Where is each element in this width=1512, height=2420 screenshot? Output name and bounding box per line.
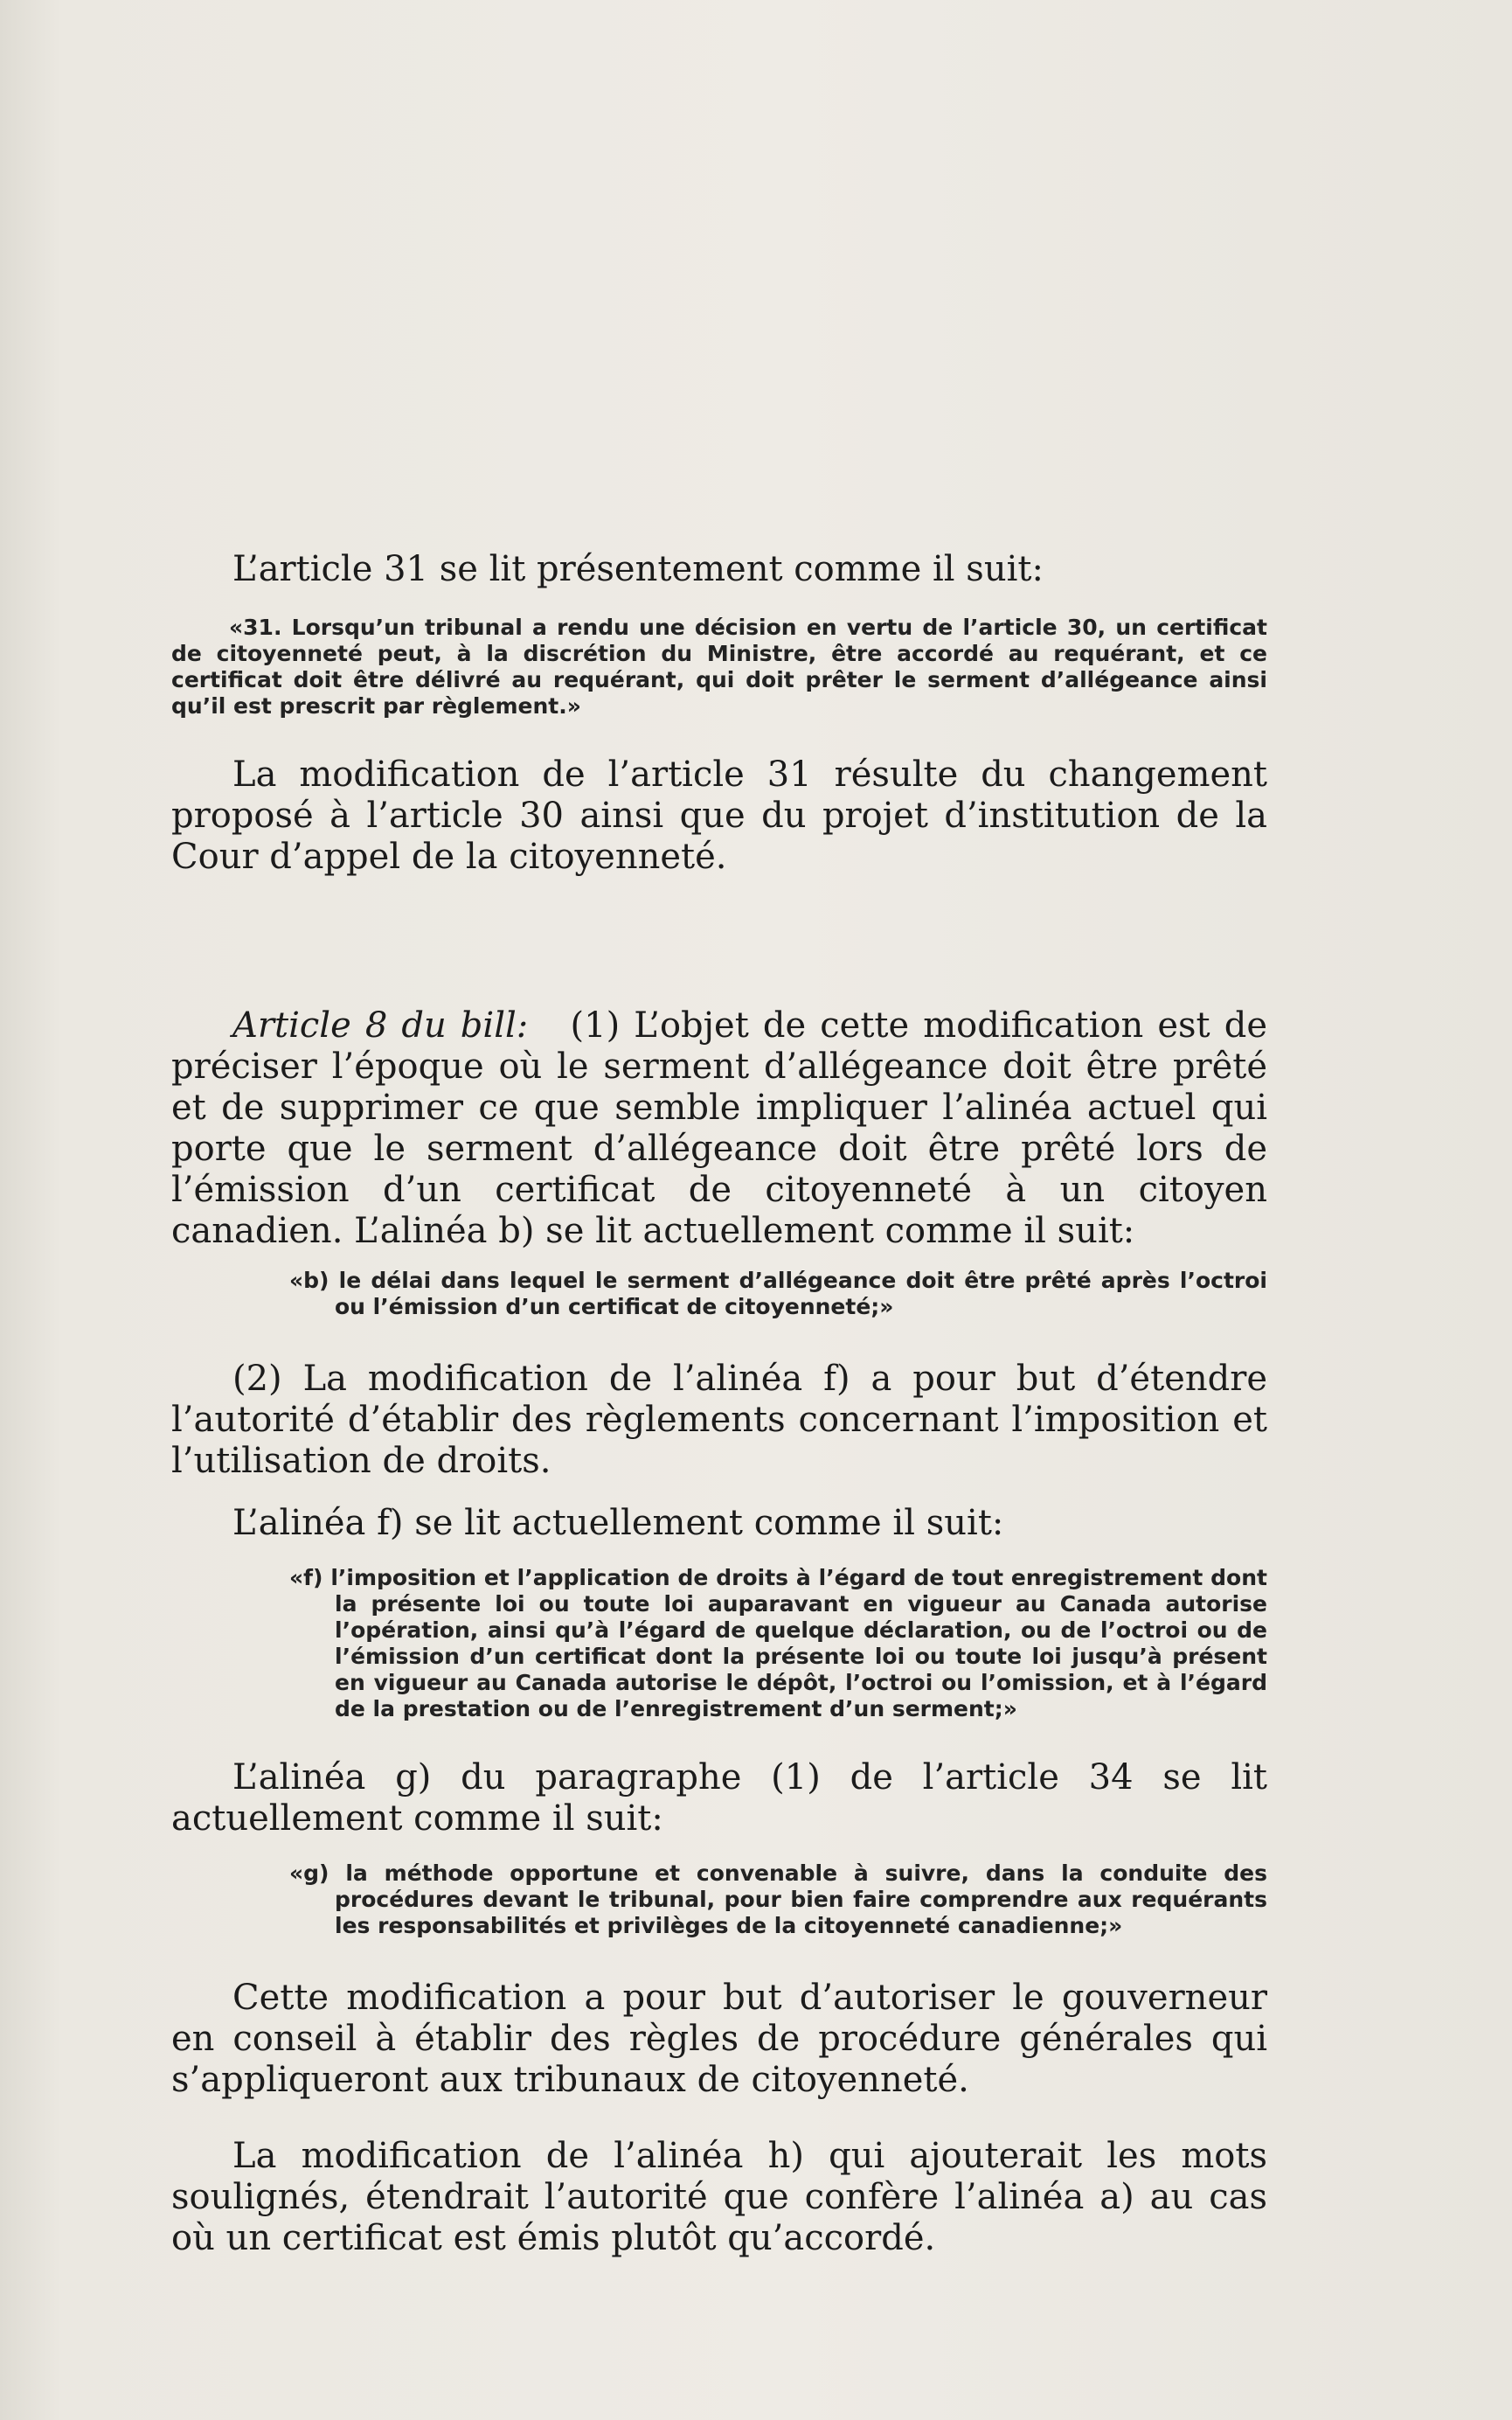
section2-paragraph-5: Cette modification a pour but d’autoriser le gouverneur en conseil à établir des règles de procédure générales qui s’appliqueront aux tribunaux de citoyenneté. [171,1978,1267,2100]
quote-b-text: le délai dans lequel le serment d’allégeance doit être prêté après l’octroi ou l’émission d’un certificat de citoyenneté;» [335,1268,1267,1319]
quote-g-text: la méthode opportune et convenable à suivre, dans la conduite des procédures devant le tribunal, pour bien faire comprendre aux requérants les responsabilités et privilèges de la citoyenneté canadienne;» [335,1860,1267,1938]
bleed-through-text [157,175,168,217]
section2-para1-text: (1) L’objet de cette modification est de préciser l’époque où le serment d’allégeance doit être prêté et de supprimer ce que semble impliquer l’alinéa actuel qui porte que le serment d’allégeance doit être prêté lors de l’émission d’un certificat de citoyenneté à un citoyen canadien. L’alinéa b) se lit actuellement comme il suit: [171,1005,1267,1251]
section2-paragraph-3: L’alinéa f) se lit actuellement comme il suit: [232,1503,1004,1543]
quote-b [289,1268,1267,1320]
section2-paragraph-2: (2) La modification de l’alinéa f) a pour but d’étendre l’autorité d’établir des règlements concernant l’imposition et l’utilisation de droits. [171,1359,1267,1481]
section1-intro: L’article 31 se lit présentement comme il suit: [232,549,1044,589]
quote-f [289,1565,1267,1722]
quote-b-label: «b) [289,1268,329,1293]
section2-heading: Article 8 du bill: [232,1005,529,1046]
section2-paragraph-1 [171,1005,1267,1252]
quote-g-label: «g) [289,1860,329,1886]
quote-g [289,1860,1267,1939]
section1-quote: «31. Lorsqu’un tribunal a rendu une décision en vertu de l’article 30, un certificat de citoyenneté peut, à la discrétion du Ministre, être accordé au requérant, et ce certificat doit être délivré au requérant, qui doit prêter le serment d’allégeance ainsi qu’il est prescrit par règlement.» [171,615,1267,719]
section2-paragraph-4: L’alinéa g) du paragraphe (1) de l’article 34 se lit actuellement comme il suit: [171,1757,1267,1839]
document-body [171,549,1267,2259]
quote-f-text: l’imposition et l’application de droits à l’égard de tout enregistrement dont la présente loi ou toute loi auparavant en vigueur au Canada autorise l’opération, ainsi qu’à l’égard de quelque déclaration, ou de l’octroi ou de l’émission d’un certificat dont la présente loi ou toute loi jusqu’à présent en vigueur au Canada autorise le dépôt, l’octroi ou l’omission, et à l’égard de la prestation ou de l’enregistrement d’un serment;» [330,1565,1267,1721]
section1-comment: La modification de l’article 31 résulte du changement proposé à l’article 30 ainsi que du projet d’institution de la Cour d’appel de la citoyenneté. [171,755,1267,877]
section2-paragraph-6: La modification de l’alinéa h) qui ajouterait les mots soulignés, étendrait l’autorité que confère l’alinéa a) au cas où un certificat est émis plutôt qu’accordé. [171,2136,1267,2258]
quote-f-label: «f) [289,1565,323,1590]
